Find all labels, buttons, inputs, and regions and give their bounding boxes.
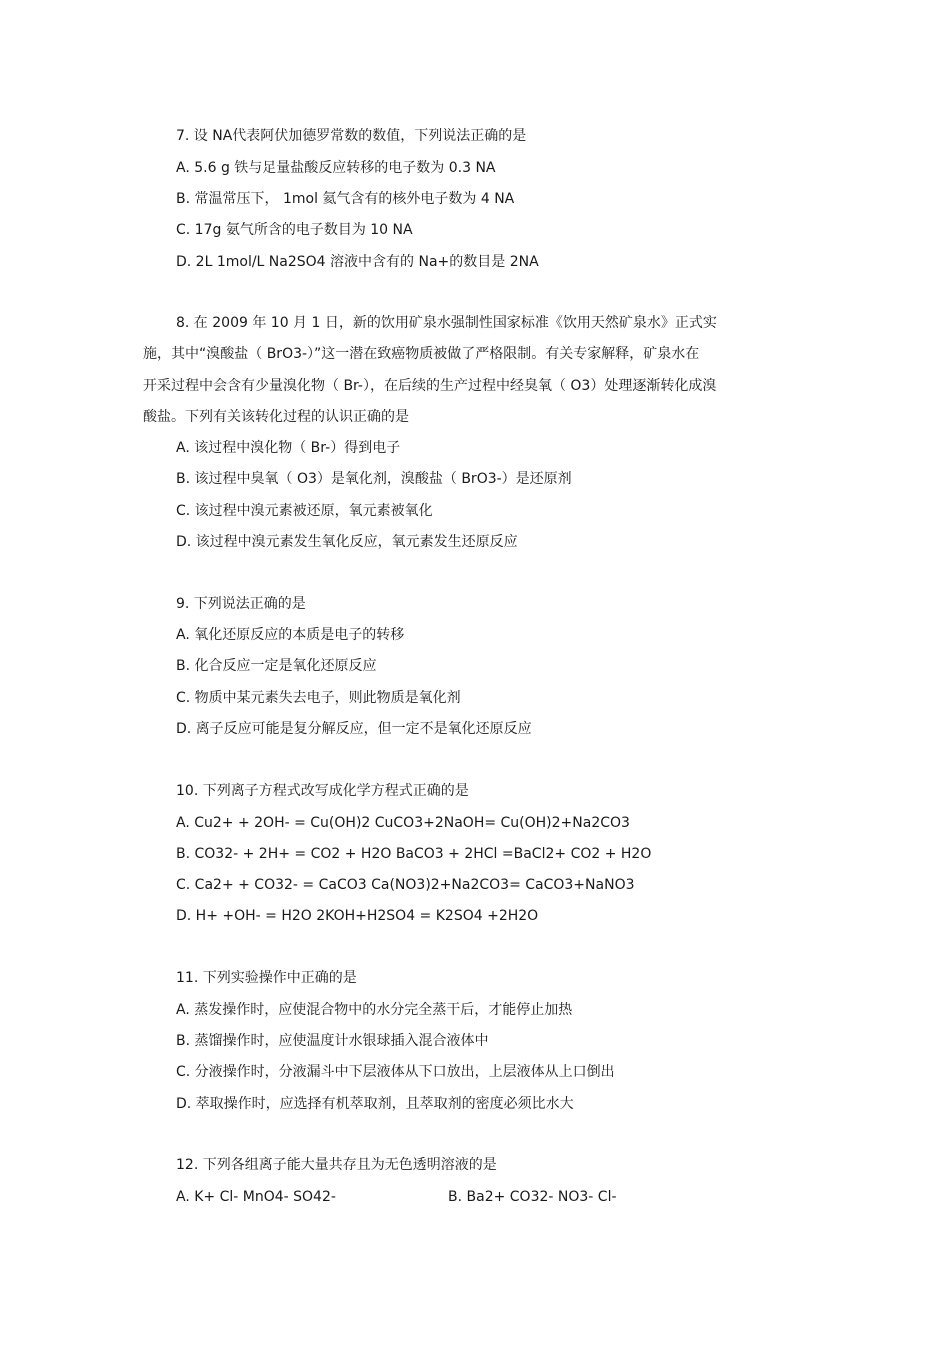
- q7-stem: 7. 设 NA代表阿伏加德罗常数的数值，下列说法正确的是: [176, 128, 527, 144]
- q7-option-d: D. 2L 1mol/L Na2SO4 溶液中含有的 Na+的数目是 2NA: [176, 254, 539, 270]
- q7-option-b: B. 常温常压下， 1mol 氦气含有的核外电子数为 4 NA: [176, 191, 515, 207]
- q8-stem-line-3: 开采过程中会含有少量溴化物（ Br-），在后续的生产过程中经臭氧（ O3）处理逐渐转化成溴: [143, 378, 717, 394]
- q8-option-b: B. 该过程中臭氧（ O3）是氧化剂，溴酸盐（ BrO3-）是还原剂: [176, 471, 572, 487]
- q8-option-d: D. 该过程中溴元素发生氧化反应，氧元素发生还原反应: [176, 534, 518, 550]
- q8-stem-line-4: 酸盐。下列有关该转化过程的认识正确的是: [143, 409, 409, 425]
- q10-option-a: A. Cu2+ + 2OH- = Cu(OH)2 CuCO3+2NaOH= Cu(OH)2+Na2CO3: [176, 815, 630, 831]
- q9-option-b: B. 化合反应一定是氧化还原反应: [176, 658, 377, 674]
- q10-stem: 10. 下列离子方程式改写成化学方程式正确的是: [176, 783, 469, 799]
- q11-stem: 11. 下列实验操作中正确的是: [176, 970, 357, 986]
- q12-option-a: A. K+ Cl- MnO4- SO42-: [176, 1189, 336, 1205]
- q7-option-c: C. 17g 氨气所含的电子数目为 10 NA: [176, 222, 413, 238]
- q9-option-d: D. 离子反应可能是复分解反应，但一定不是氧化还原反应: [176, 721, 532, 737]
- q11-option-a: A. 蒸发操作时，应使混合物中的水分完全蒸干后，才能停止加热: [176, 1002, 573, 1018]
- q8-option-c: C. 该过程中溴元素被还原，氧元素被氧化: [176, 503, 433, 519]
- q12-stem: 12. 下列各组离子能大量共存且为无色透明溶液的是: [176, 1157, 497, 1173]
- q10-option-c: C. Ca2+ + CO32- = CaCO3 Ca(NO3)2+Na2CO3= CaCO3+NaNO3: [176, 877, 635, 893]
- q11-option-b: B. 蒸馏操作时，应使温度计水银球插入混合液体中: [176, 1033, 489, 1049]
- q9-option-c: C. 物质中某元素失去电子，则此物质是氧化剂: [176, 690, 461, 706]
- q8-option-a: A. 该过程中溴化物（ Br-）得到电子: [176, 440, 401, 456]
- q7-option-a: A. 5.6 g 铁与足量盐酸反应转移的电子数为 0.3 NA: [176, 160, 496, 176]
- q8-stem-line-2: 施，其中“溴酸盐（ BrO3-）”这一潜在致癌物质被做了严格限制。有关专家解释，矿泉水在: [143, 346, 700, 362]
- q9-stem: 9. 下列说法正确的是: [176, 596, 306, 612]
- q11-option-d: D. 萃取操作时，应选择有机萃取剂，且萃取剂的密度必须比水大: [176, 1096, 574, 1112]
- q10-option-d: D. H+ +OH- = H2O 2KOH+H2SO4 = K2SO4 +2H2O: [176, 908, 539, 924]
- q8-stem-line-1: 8. 在 2009 年 10 月 1 日，新的饮用矿泉水强制性国家标准《饮用天然矿泉水》正式实: [176, 315, 717, 331]
- q11-option-c: C. 分液操作时，分液漏斗中下层液体从下口放出，上层液体从上口倒出: [176, 1064, 615, 1080]
- q10-option-b: B. CO32- + 2H+ = CO2 + H2O BaCO3 + 2HCl =BaCl2+ CO2 + H2O: [176, 846, 652, 862]
- q9-option-a: A. 氧化还原反应的本质是电子的转移: [176, 627, 405, 643]
- q12-option-b: B. Ba2+ CO32- NO3- Cl-: [448, 1189, 617, 1205]
